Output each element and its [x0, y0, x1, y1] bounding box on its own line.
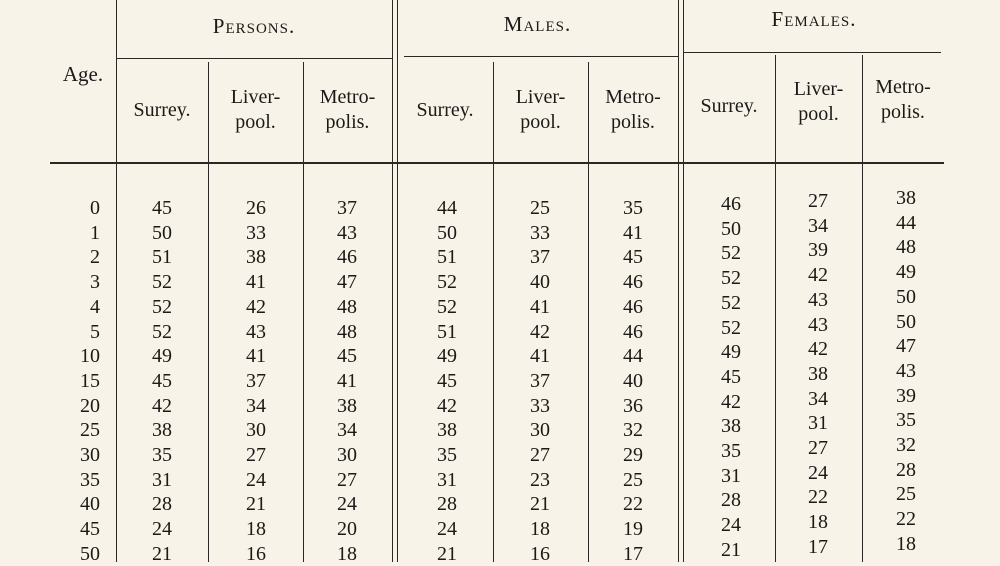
value-cell: 47 — [896, 335, 916, 357]
value-cell: 24 — [437, 518, 457, 540]
value-cell: 42 — [152, 395, 172, 417]
value-cell: 21 — [721, 539, 741, 561]
value-cell: 44 — [437, 197, 457, 219]
age-cell: 1 — [90, 222, 100, 244]
value-cell: 28 — [437, 493, 457, 515]
value-cell: 43 — [896, 360, 916, 382]
subheader-males-surrey: Surrey. — [416, 98, 474, 121]
value-cell: 27 — [246, 444, 266, 466]
value-cell: 18 — [246, 518, 266, 540]
value-cell: 50 — [721, 218, 741, 240]
value-cell: 18 — [337, 543, 357, 565]
value-cell: 27 — [808, 437, 828, 459]
age-cell: 40 — [80, 493, 100, 515]
value-cell: 16 — [530, 543, 550, 565]
value-cell: 38 — [808, 363, 828, 385]
subheader-persons-liverpool: Liver- pool. — [230, 86, 281, 133]
value-cell: 27 — [337, 469, 357, 491]
value-cell: 41 — [246, 271, 266, 293]
value-cell: 35 — [623, 197, 643, 219]
age-cell: 25 — [80, 419, 100, 441]
value-cell: 37 — [246, 370, 266, 392]
value-cell: 46 — [721, 193, 741, 215]
value-cell: 42 — [721, 391, 741, 413]
value-cell: 37 — [530, 370, 550, 392]
value-cell: 19 — [623, 518, 643, 540]
value-cell: 25 — [530, 197, 550, 219]
age-cell: 45 — [80, 518, 100, 540]
value-cell: 22 — [623, 493, 643, 515]
value-cell: 48 — [896, 236, 916, 258]
age-cell: 20 — [80, 395, 100, 417]
group-underline — [683, 52, 941, 53]
age-cell: 2 — [90, 246, 100, 268]
value-cell: 50 — [896, 311, 916, 333]
value-cell: 45 — [437, 370, 457, 392]
value-cell: 52 — [152, 271, 172, 293]
value-cell: 42 — [808, 338, 828, 360]
value-cell: 28 — [721, 489, 741, 511]
age-cell: 0 — [90, 197, 100, 219]
value-cell: 24 — [337, 493, 357, 515]
value-cell: 32 — [623, 419, 643, 441]
value-cell: 30 — [530, 419, 550, 441]
value-cell: 33 — [530, 395, 550, 417]
value-cell: 21 — [246, 493, 266, 515]
value-cell: 45 — [337, 345, 357, 367]
value-cell: 22 — [808, 486, 828, 508]
value-cell: 16 — [246, 543, 266, 565]
value-cell: 31 — [437, 469, 457, 491]
value-cell: 49 — [437, 345, 457, 367]
value-cell: 39 — [808, 239, 828, 261]
value-cell: 47 — [337, 271, 357, 293]
value-cell: 50 — [896, 286, 916, 308]
value-cell: 52 — [721, 267, 741, 289]
value-cell: 52 — [437, 296, 457, 318]
value-cell: 21 — [437, 543, 457, 565]
value-cell: 24 — [152, 518, 172, 540]
value-cell: 50 — [437, 222, 457, 244]
subheader-females-metropolis: Metro- polis. — [875, 76, 931, 123]
value-cell: 24 — [246, 469, 266, 491]
value-cell: 38 — [437, 419, 457, 441]
value-cell: 30 — [246, 419, 266, 441]
value-cell: 26 — [246, 197, 266, 219]
value-cell: 46 — [623, 321, 643, 343]
group-header-males: Males. — [503, 12, 572, 36]
value-cell: 42 — [437, 395, 457, 417]
value-cell: 41 — [337, 370, 357, 392]
value-cell: 45 — [152, 197, 172, 219]
value-cell: 18 — [808, 511, 828, 533]
value-cell: 35 — [896, 409, 916, 431]
value-cell: 20 — [337, 518, 357, 540]
value-cell: 24 — [721, 514, 741, 536]
value-cell: 17 — [623, 543, 643, 565]
value-cell: 18 — [530, 518, 550, 540]
value-cell: 33 — [246, 222, 266, 244]
value-cell: 31 — [152, 469, 172, 491]
value-cell: 46 — [337, 246, 357, 268]
age-cell: 5 — [90, 321, 100, 343]
value-cell: 51 — [437, 246, 457, 268]
value-cell: 46 — [623, 296, 643, 318]
group-underline — [116, 58, 392, 59]
value-cell: 34 — [246, 395, 266, 417]
subheader-persons-metropolis: Metro- polis. — [319, 86, 376, 133]
value-cell: 24 — [808, 462, 828, 484]
value-cell: 42 — [808, 264, 828, 286]
value-cell: 49 — [152, 345, 172, 367]
value-cell: 49 — [896, 261, 916, 283]
value-cell: 44 — [623, 345, 643, 367]
value-cell: 41 — [623, 222, 643, 244]
subheader-females-surrey: Surrey. — [700, 94, 758, 117]
value-cell: 39 — [896, 385, 916, 407]
value-cell: 29 — [623, 444, 643, 466]
age-cell: 35 — [80, 469, 100, 491]
value-cell: 52 — [152, 296, 172, 318]
value-cell: 38 — [337, 395, 357, 417]
value-cell: 21 — [152, 543, 172, 565]
age-cell: 4 — [90, 296, 100, 318]
value-cell: 18 — [896, 533, 916, 555]
subheader-males-liverpool: Liver- pool. — [515, 86, 566, 133]
value-cell: 35 — [437, 444, 457, 466]
group-underline — [404, 56, 678, 57]
value-cell: 34 — [808, 388, 828, 410]
age-cell: 50 — [80, 543, 100, 565]
value-cell: 30 — [337, 444, 357, 466]
subheader-persons-surrey: Surrey. — [133, 98, 191, 121]
value-cell: 38 — [896, 187, 916, 209]
value-cell: 51 — [437, 321, 457, 343]
value-cell: 31 — [808, 412, 828, 434]
value-cell: 42 — [246, 296, 266, 318]
value-cell: 51 — [152, 246, 172, 268]
value-cell: 38 — [721, 415, 741, 437]
value-cell: 25 — [623, 469, 643, 491]
value-cell: 35 — [721, 440, 741, 462]
value-cell: 28 — [896, 459, 916, 481]
value-cell: 48 — [337, 296, 357, 318]
value-cell: 45 — [152, 370, 172, 392]
value-cell: 52 — [721, 317, 741, 339]
value-cell: 41 — [530, 296, 550, 318]
value-cell: 34 — [337, 419, 357, 441]
value-cell: 35 — [152, 444, 172, 466]
value-cell: 31 — [721, 465, 741, 487]
value-cell: 42 — [530, 321, 550, 343]
value-cell: 52 — [721, 242, 741, 264]
header-rule — [50, 162, 944, 164]
value-cell: 40 — [623, 370, 643, 392]
value-cell: 43 — [808, 289, 828, 311]
value-cell: 23 — [530, 469, 550, 491]
age-column-header: Age. — [62, 62, 104, 86]
age-cell: 10 — [80, 345, 100, 367]
value-cell: 41 — [246, 345, 266, 367]
value-cell: 21 — [530, 493, 550, 515]
value-cell: 25 — [896, 483, 916, 505]
value-cell: 34 — [808, 215, 828, 237]
value-cell: 37 — [337, 197, 357, 219]
value-cell: 27 — [808, 190, 828, 212]
value-cell: 52 — [152, 321, 172, 343]
value-cell: 43 — [808, 314, 828, 336]
value-cell: 52 — [721, 292, 741, 314]
subheader-females-liverpool: Liver- pool. — [793, 78, 844, 125]
age-cell: 3 — [90, 271, 100, 293]
group-header-females: Females. — [771, 7, 857, 31]
value-cell: 38 — [246, 246, 266, 268]
subheader-males-metropolis: Metro- polis. — [605, 86, 661, 133]
value-cell: 40 — [530, 271, 550, 293]
value-cell: 43 — [337, 222, 357, 244]
value-cell: 50 — [152, 222, 172, 244]
value-cell: 48 — [337, 321, 357, 343]
value-cell: 43 — [246, 321, 266, 343]
value-cell: 32 — [896, 434, 916, 456]
value-cell: 46 — [623, 271, 643, 293]
value-cell: 17 — [808, 536, 828, 558]
value-cell: 27 — [530, 444, 550, 466]
value-cell: 49 — [721, 341, 741, 363]
value-cell: 22 — [896, 508, 916, 530]
table-row — [0, 533, 1000, 566]
group-header-persons: Persons. — [212, 14, 296, 38]
age-cell: 15 — [80, 370, 100, 392]
value-cell: 44 — [896, 212, 916, 234]
value-cell: 52 — [437, 271, 457, 293]
value-cell: 28 — [152, 493, 172, 515]
value-cell: 36 — [623, 395, 643, 417]
value-cell: 41 — [530, 345, 550, 367]
value-cell: 38 — [152, 419, 172, 441]
value-cell: 33 — [530, 222, 550, 244]
age-cell: 30 — [80, 444, 100, 466]
value-cell: 37 — [530, 246, 550, 268]
value-cell: 45 — [623, 246, 643, 268]
value-cell: 45 — [721, 366, 741, 388]
